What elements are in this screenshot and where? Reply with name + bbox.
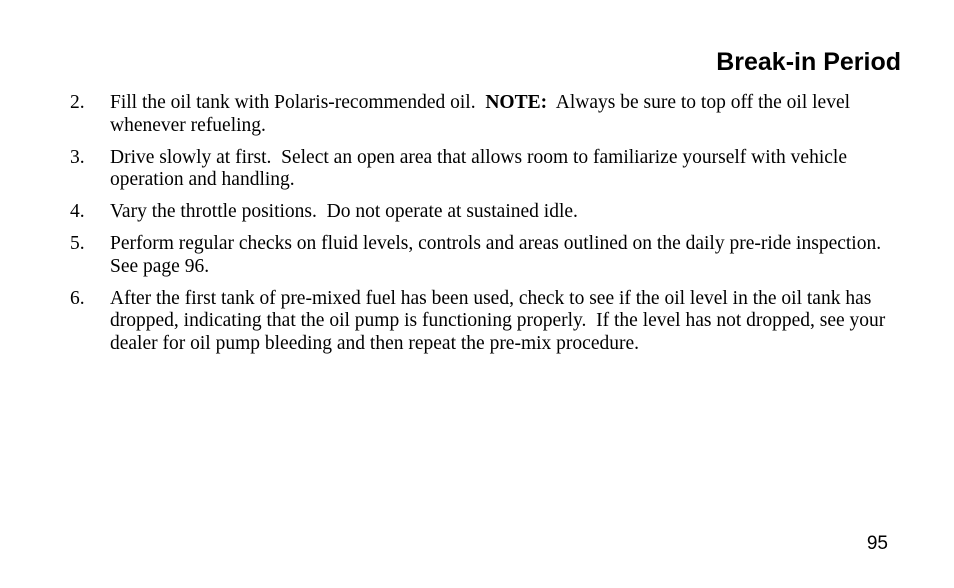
page-title: Break-in Period	[716, 48, 901, 76]
step-number: 3.	[70, 146, 85, 168]
step-text	[110, 92, 905, 137]
step-text: Drive slowly at first. Select an open area that allows room to familiarize yourself with vehicle operation and handling.	[110, 146, 852, 190]
list-item	[70, 147, 905, 192]
step-text-after-note: Always be sure to top off the oil level whenever refueling.	[110, 92, 855, 136]
page-number: 95	[866, 533, 888, 554]
list-item	[70, 233, 905, 278]
list-item	[70, 201, 905, 224]
note-label: NOTE:	[485, 92, 548, 113]
step-text: After the first tank of pre-mixed fuel has been used, check to see if the oil level in the oil tank has dropped, indicating that the oil pump is functioning properly. If the level has not dropped, see your dealer for oil pump bleeding and then repeat the pre-mix procedure.	[110, 287, 891, 354]
step-number: 5.	[70, 233, 85, 254]
list-item	[70, 92, 905, 137]
step-text: Vary the throttle positions. Do not operate at sustained idle.	[110, 201, 578, 222]
step-number: 2.	[70, 92, 85, 113]
break-in-steps-list	[70, 92, 905, 365]
step-number: 4.	[70, 201, 85, 222]
list-item	[70, 288, 905, 356]
step-number: 6.	[70, 287, 85, 309]
step-text-before-note: Fill the oil tank with Polaris-recommended oil.	[110, 92, 486, 113]
step-text: Perform regular checks on fluid levels, controls and areas outlined on the daily pre-ride inspection. See page 96.	[110, 233, 891, 277]
